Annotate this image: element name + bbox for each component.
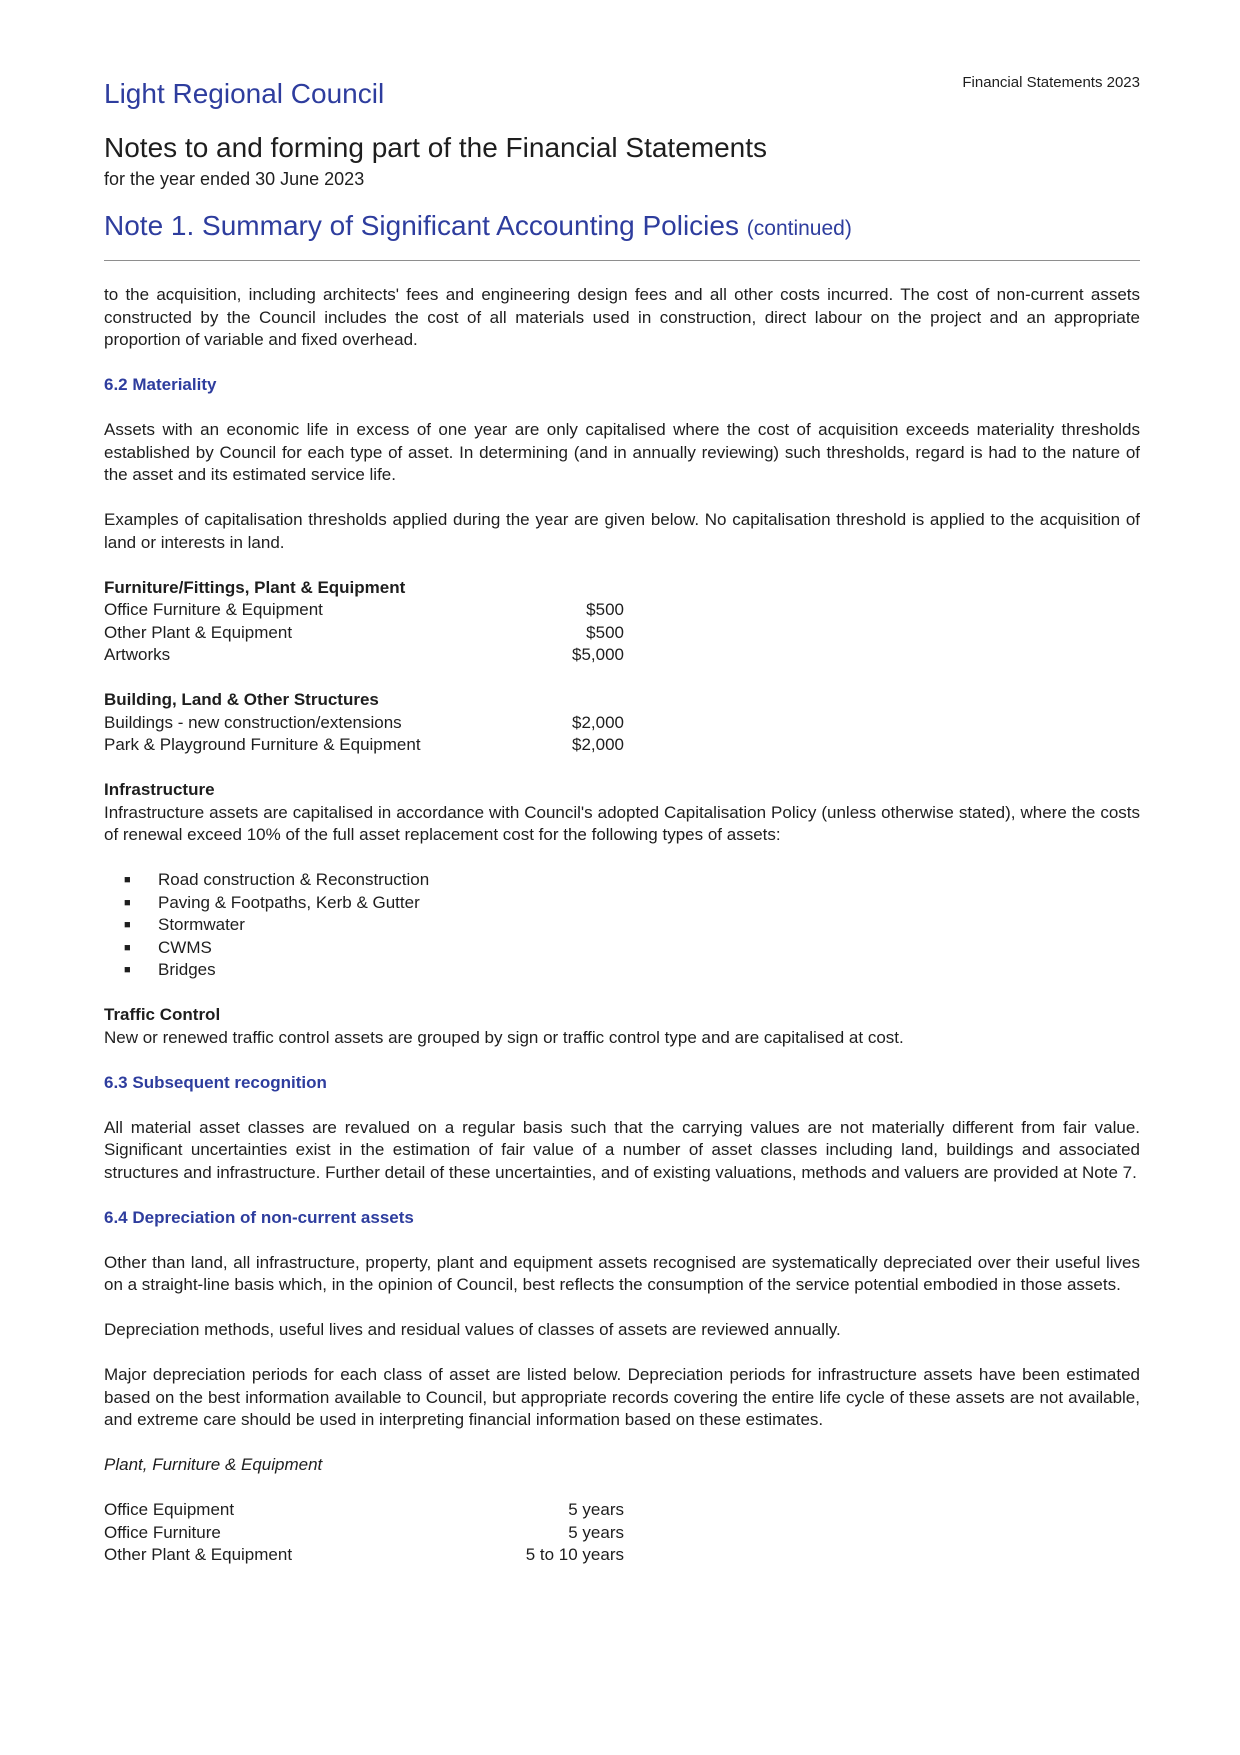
row-label: Office Furniture (104, 1522, 221, 1542)
organization-name: Light Regional Council (104, 78, 385, 109)
list-item-text: Road construction & Reconstruction (158, 870, 430, 889)
depreciation-table (104, 1499, 624, 1567)
list-item (104, 869, 1140, 892)
group-heading-building: Building, Land & Other Structures (104, 690, 379, 709)
subsequent-recognition-paragraph: All material asset classes are revalued on a regular basis such that the carrying values are not materially different from fair value. Significant uncertainties exist in the estimation of fair value of a number of asset classes including land, buildings and associated structures and infrastructure. Further detail of these uncertainties, and of existing valuations, methods and valuers are provided at Note 7. (104, 1117, 1140, 1182)
row-value: 5 to 10 years (525, 1545, 624, 1564)
group-heading-traffic-control: Traffic Control (104, 1005, 221, 1024)
body-text (104, 284, 1140, 1567)
bullet-icon: ■ (124, 964, 131, 976)
list-item (104, 959, 1140, 982)
bullet-icon: ■ (124, 874, 131, 886)
section-heading-materiality: 6.2 Materiality (104, 375, 217, 394)
threshold-table-building (104, 712, 624, 757)
bullet-icon: ■ (124, 941, 131, 954)
document-label: Financial Statements 2023 (962, 74, 1140, 91)
row-label: Other Plant & Equipment (104, 1545, 293, 1564)
table-row (104, 599, 624, 622)
group-heading-plant: Plant, Furniture & Equipment (104, 1455, 323, 1474)
depreciation-paragraph-2: Depreciation methods, useful lives and residual values of classes of assets are reviewed annually. (104, 1320, 841, 1339)
row-label: Office Furniture & Equipment (104, 600, 323, 619)
depreciation-paragraph-3: Major depreciation periods for each class of asset are listed below. Depreciation periods for infrastructure assets have been estimated based on the best information available to Council, but appropriate records covering the entire life cycle of these assets are not available, and extreme care should be used in interpreting financial information based on these estimates. (104, 1365, 1140, 1429)
row-value: $2,000 (572, 735, 624, 754)
group-heading-furniture: Furniture/Fittings, Plant & Equipment (104, 577, 406, 597)
table-row (104, 1499, 624, 1522)
group-heading-infrastructure: Infrastructure (104, 780, 215, 799)
table-row (104, 644, 624, 667)
row-value: $2,000 (572, 712, 624, 732)
row-value: $500 (586, 622, 624, 642)
table-row (104, 712, 624, 735)
row-value: $500 (586, 600, 624, 619)
page-subtitle: for the year ended 30 June 2023 (104, 169, 365, 189)
table-row (104, 622, 624, 645)
row-value: 5 years (568, 1500, 624, 1519)
depreciation-paragraph-1: Other than land, all infrastructure, property, plant and equipment assets recognised are systematically depreciated over their useful lives on a straight-line basis which, in the opinion of Council, best reflects the consumption of the service potential embodied in those assets. (104, 1252, 1140, 1294)
infrastructure-paragraph: Infrastructure assets are capitalised in accordance with Council's adopted Capitalisation Policy (unless otherwise stated), where the costs of renewal exceed 10% of the full asset replacement cost for the following types of assets: (104, 802, 1140, 844)
list-item-text: Paving & Footpaths, Kerb & Gutter (158, 892, 420, 912)
table-row (104, 1544, 624, 1567)
note-heading-text: Note 1. Summary of Significant Accounting Policies (104, 210, 739, 241)
row-label: Artworks (104, 645, 171, 664)
section-heading-subsequent-recognition: 6.3 Subsequent recognition (104, 1072, 327, 1092)
note-heading (104, 210, 852, 242)
row-label: Office Equipment (104, 1500, 235, 1519)
list-item-text: Bridges (158, 960, 216, 979)
list-item-text: CWMS (158, 937, 212, 957)
bullet-icon: ■ (124, 896, 131, 909)
row-label: Buildings - new construction/extensions (104, 712, 402, 732)
traffic-control-paragraph: New or renewed traffic control assets are grouped by sign or traffic control type and are capitalised at cost. (104, 1027, 904, 1047)
list-item-text: Stormwater (158, 915, 245, 934)
bullet-icon: ■ (124, 919, 131, 931)
table-row (104, 1522, 624, 1545)
list-item (104, 937, 1140, 960)
row-value: 5 years (568, 1522, 624, 1542)
materiality-paragraph-2: Examples of capitalisation thresholds applied during the year are given below. No capitalisation threshold is applied to the acquisition of land or interests in land. (104, 510, 1140, 552)
list-item (104, 892, 1140, 915)
materiality-paragraph-1: Assets with an economic life in excess of one year are only capitalised where the cost of acquisition exceeds materiality thresholds established by Council for each type of asset. In determining (and in annually reviewing) such thresholds, regard is had to the nature of the asset and its estimated service life. (104, 420, 1140, 484)
row-label: Other Plant & Equipment (104, 622, 293, 642)
header-divider (104, 260, 1140, 261)
intro-paragraph: to the acquisition, including architects' fees and engineering design fees and all other costs incurred. The cost of non-current assets constructed by the Council includes the cost of all materials used in construction, direct labour on the project and an appropriate proportion of variable and fixed overhead. (104, 285, 1140, 349)
row-label: Park & Playground Furniture & Equipment (104, 735, 421, 754)
note-heading-suffix: (continued) (746, 217, 852, 240)
section-heading-depreciation: 6.4 Depreciation of non-current assets (104, 1207, 414, 1227)
list-item (104, 914, 1140, 937)
threshold-table-furniture (104, 599, 624, 667)
table-row (104, 734, 624, 757)
row-value: $5,000 (572, 645, 624, 664)
page-title: Notes to and forming part of the Financial Statements (104, 132, 768, 163)
infrastructure-asset-list (104, 869, 1140, 982)
